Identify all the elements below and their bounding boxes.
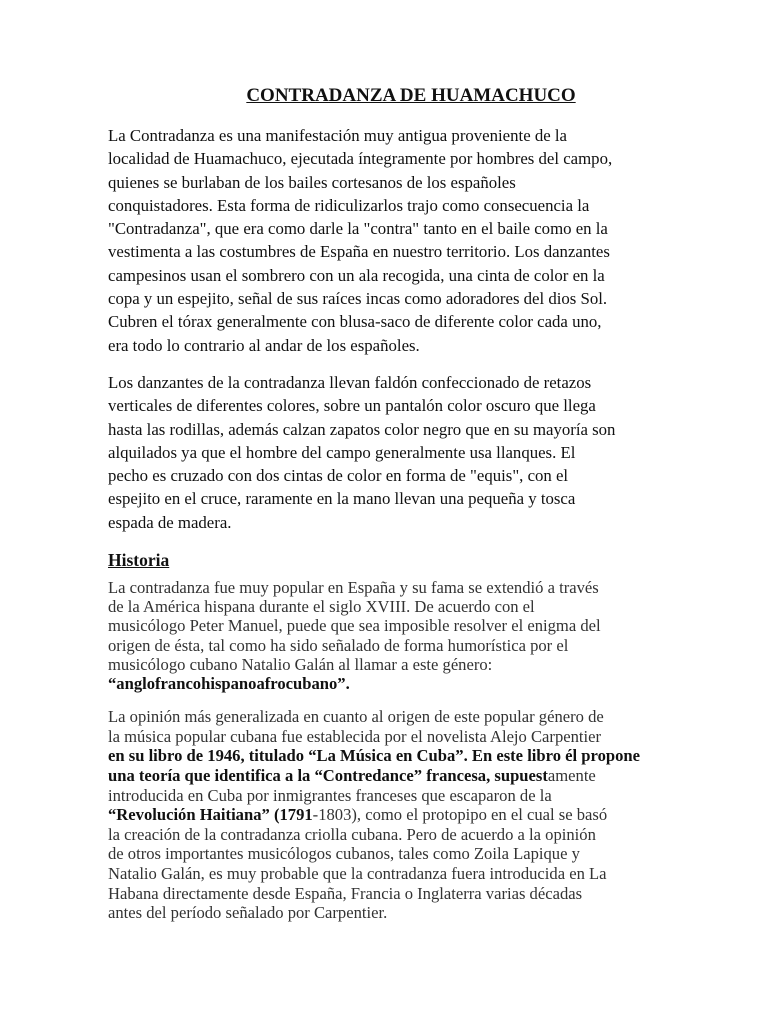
paragraph-historia-1 bbox=[108, 578, 714, 693]
text-line bbox=[108, 766, 714, 786]
text-line: introducida en Cuba por inmigrantes franceses que escaparon de la bbox=[108, 785, 552, 805]
section-heading-historia: Historia bbox=[108, 550, 170, 571]
page-title: CONTRADANZA DE HUAMACHUCO bbox=[246, 85, 576, 106]
text-line: vestimenta a las costumbres de España en nuestro territorio. Los danzantes bbox=[108, 242, 610, 262]
text-line: antes del período señalado por Carpentier. bbox=[108, 903, 388, 923]
text-line: conquistadores. Esta forma de ridiculizarlos trajo como consecuencia la bbox=[108, 195, 590, 215]
text-line: Habana directamente desde España, Francia o Inglaterra varias décadas bbox=[108, 883, 583, 903]
text-line: "Contradanza", que era como darle la "contra" tanto en el baile como en la bbox=[108, 219, 608, 239]
text-line: musicólogo Peter Manuel, puede que sea imposible resolver el enigma del bbox=[108, 616, 601, 636]
text-line: la música popular cubana fue establecida por el novelista Alejo Carpentier bbox=[108, 726, 602, 746]
paragraph-costume bbox=[108, 371, 714, 534]
text-line: hasta las rodillas, además calzan zapatos color negro que en su mayoría son bbox=[108, 419, 616, 439]
paragraph-intro bbox=[108, 124, 714, 357]
text-fragment: amente bbox=[547, 766, 596, 786]
text-line-bold: en su libro de 1946, titulado “La Música en Cuba”. En este libro él propone bbox=[108, 746, 640, 766]
text-line: Cubren el tórax generalmente con blusa-saco de diferente color cada uno, bbox=[108, 312, 602, 332]
text-line: la creación de la contradanza criolla cubana. Pero de acuerdo a la opinión bbox=[108, 824, 596, 844]
document-page bbox=[108, 84, 714, 923]
bold-term: “anglofrancohispanoafrocubano” bbox=[108, 674, 346, 694]
paragraph-historia-2 bbox=[108, 707, 714, 923]
text-line: localidad de Huamachuco, ejecutada íntegramente por hombres del campo, bbox=[108, 149, 613, 169]
text-line: espejito en el cruce, raramente en la mano llevan una pequeña y tosca bbox=[108, 489, 576, 509]
text-line: pecho es cruzado con dos cintas de color en forma de "equis", con el bbox=[108, 466, 569, 486]
text-line: musicólogo cubano Natalio Galán al llamar a este género: bbox=[108, 654, 493, 674]
text-line: de la América hispana durante el siglo XVIII. De acuerdo con el bbox=[108, 597, 535, 617]
text-line: espada de madera. bbox=[108, 512, 232, 532]
text-line: campesinos usan el sombrero con un ala recogida, una cinta de color en la bbox=[108, 265, 605, 285]
text-fragment: -1803), como el protopipo en el cual se basó bbox=[312, 805, 608, 825]
bold-fragment: una teoría que identifica a la “Contredance” francesa, supuest bbox=[108, 766, 548, 786]
text-line: La opinión más generalizada en cuanto al origen de este popular género de bbox=[108, 707, 604, 727]
text-line: era todo lo contrario al andar de los españoles. bbox=[108, 335, 420, 355]
text-line: alquilados ya que el hombre del campo generalmente usa llanques. El bbox=[108, 442, 576, 462]
bold-fragment: “Revolución Haitiana” (1791 bbox=[108, 805, 313, 825]
text-line bbox=[108, 805, 714, 825]
text-line: Los danzantes de la contradanza llevan faldón confeccionado de retazos bbox=[108, 372, 592, 392]
text-line: La Contradanza es una manifestación muy antigua proveniente de la bbox=[108, 126, 567, 145]
text-line: Natalio Galán, es muy probable que la contradanza fuera introducida en La bbox=[108, 864, 607, 884]
text-line: verticales de diferentes colores, sobre un pantalón color oscuro que llega bbox=[108, 396, 596, 416]
text-line: La contradanza fue muy popular en España y su fama se extendió a través bbox=[108, 578, 599, 598]
text-line: copa y un espejito, señal de sus raíces incas como adoradores del dios Sol. bbox=[108, 289, 608, 309]
text-line: quienes se burlaban de los bailes cortesanos de los españoles bbox=[108, 172, 516, 192]
text-line: origen de ésta, tal como ha sido señalado de forma humorística por el bbox=[108, 635, 569, 655]
text-line bbox=[108, 674, 714, 693]
bold-period: . bbox=[345, 674, 350, 694]
text-line: de otros importantes musicólogos cubanos, tales como Zoila Lapique y bbox=[108, 844, 580, 864]
